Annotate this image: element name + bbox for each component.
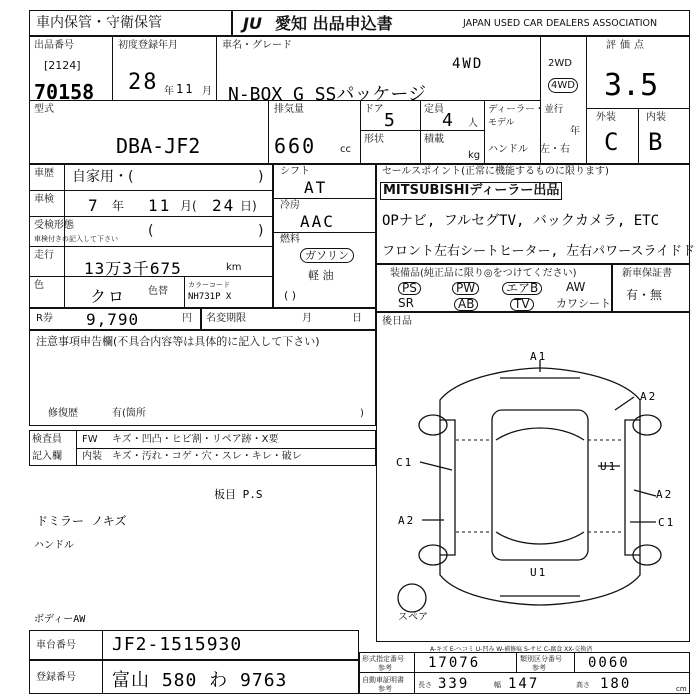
color-label: 色 [34, 280, 44, 291]
notes-label: 注意事項申告欄(不具合内容等は具体的に記入して下さい) [36, 335, 320, 348]
receipt-open: ( [148, 223, 154, 239]
rating-int-label: 内装 [646, 112, 666, 123]
name-change-label: 名変期限 [206, 313, 246, 324]
color-code-label: カラーコード [188, 281, 230, 289]
color-tone-label: 色替 [148, 286, 168, 297]
displacement-value: 660 [274, 134, 317, 158]
rating-ext: C [604, 128, 621, 156]
mark-a1-top: A1 [530, 350, 548, 363]
mileage-unit: km [226, 262, 242, 273]
mark-c1-left: C1 [396, 456, 414, 469]
chassis-value: JF2-1515930 [112, 634, 243, 655]
color-value: クロ [90, 287, 127, 306]
fuel-alt: 軽 油 [308, 269, 334, 282]
receipt-note: 車検付きの記入して下さい [34, 235, 118, 243]
cert-size-label: 自動車証明書 [362, 676, 404, 684]
warranty-value: 有・無 [626, 288, 663, 302]
handwritten-note-1: 板目 P.S [214, 488, 263, 501]
equip-pw: PW [452, 282, 479, 295]
mark-a2-left: A2 [398, 514, 416, 527]
storage-note: 車内保管・守衛保管 [36, 15, 162, 31]
lot-label: 出品番号 [34, 40, 74, 51]
car-name-label: 車名・グレード [222, 40, 292, 51]
equip-seat: カワシート [556, 297, 611, 310]
rating-ext-label: 外装 [596, 112, 616, 123]
equip-airbag: エアB [502, 282, 542, 295]
dealer-badge: MITSUBISHIディーラー出品 [380, 182, 562, 200]
rating-label: 評価点 [606, 40, 648, 51]
capacity-unit: 人 [468, 118, 478, 129]
inspector-row2: キズ・汚れ・コゲ・穴・スレ・キレ・破レ [112, 451, 302, 462]
cert-h-label: 高さ [576, 681, 590, 689]
mark-u1-right: U1 [600, 460, 618, 473]
handwritten-note-2: ドミラー ノキズ [36, 514, 127, 528]
inspection-label: 車検 [34, 194, 54, 205]
storage-note-box [29, 10, 232, 36]
fuel-paren: ( ) [284, 289, 297, 302]
fuel-value: ガソリン [300, 248, 354, 263]
first-reg-label: 初度登録年月 [118, 40, 178, 51]
cert-len-label: 長さ [418, 681, 432, 689]
inspection-day: 24 [212, 196, 236, 215]
cert-form-sub: 参考 [378, 664, 392, 672]
recycle-unit: 円 [182, 313, 192, 324]
displacement-label: 排気量 [274, 104, 304, 115]
rating-int: B [648, 128, 665, 156]
chassis-label: 車台番号 [36, 640, 76, 651]
mileage-value: 13万3千675 [84, 259, 182, 278]
inspector-label2: 記入欄 [32, 451, 62, 462]
handwritten-note-3: ハンドル [34, 540, 74, 551]
shift-value: AT [304, 178, 328, 197]
mark-a2-right-mid: A2 [656, 488, 674, 501]
equipment-label: 装備品(純正品に限り◎をつけてください) [390, 268, 577, 279]
sales-point-label: セールスポイント(正常に機能するものに限ります) [382, 166, 609, 177]
cert-len-value: 339 [438, 676, 470, 692]
first-reg-year: 28 [128, 70, 159, 95]
model-year-unit: 年 [570, 126, 580, 137]
history-value: 自家用・( [72, 169, 134, 185]
cert-unit: cm [676, 685, 687, 693]
equip-sr: SR [398, 296, 414, 310]
equip-tv: TV [510, 298, 534, 311]
load-unit: kg [468, 150, 481, 161]
inspector-row1-head: FW [82, 434, 98, 445]
cert-w-label: 幅 [494, 681, 501, 689]
cert-form-value: 17076 [428, 655, 481, 671]
cert-class-sub: 参考 [532, 664, 546, 672]
recycle-value: 9,790 [86, 310, 140, 329]
inspection-year: 7 [88, 196, 100, 215]
rear-seat-label: 後日品 [382, 316, 412, 327]
repair-close: ) [360, 408, 364, 419]
cert-class-value: 0060 [588, 655, 630, 671]
ac-value: AAC [300, 212, 335, 231]
model-label: 型式 [34, 104, 54, 115]
cert-class-label: 類別区分番号 [520, 655, 562, 663]
equip-ps: PS [398, 282, 421, 295]
car-name-value: N-BOX G SSパッケージ [228, 84, 427, 105]
mark-u1-bottom: U1 [530, 566, 548, 579]
model-year-label: モデル [488, 118, 515, 128]
rating-score: 3.5 [604, 68, 659, 103]
drive-opt-2wd: 2WD [548, 58, 572, 69]
warranty-label: 新車保証書 [622, 268, 672, 279]
org-name: JAPAN USED CAR DEALERS ASSOCIATION [463, 18, 658, 29]
displacement-unit: cc [340, 144, 351, 155]
inspection-year-unit: 年 [112, 199, 125, 213]
ju-logo: JU [243, 14, 262, 33]
car-name-drive: 4WD [452, 56, 484, 72]
repair-label: 修復歴 [48, 408, 78, 419]
dealer-label: ディーラー・並行 [488, 104, 564, 115]
equip-aw: AW [566, 280, 586, 294]
mileage-label: 走行 [34, 250, 54, 261]
form-title: 愛知 出品申込書 [275, 14, 393, 33]
spare-label: スペア [398, 612, 428, 623]
receipt-label: 受検形態 [34, 220, 74, 231]
plate-label: 登録番号 [36, 672, 76, 683]
header-title-box [232, 10, 690, 36]
capacity-value: 4 [442, 110, 455, 131]
shape-label: 形状 [364, 134, 384, 145]
handle-opts: 左・右 [540, 144, 570, 155]
first-reg-month: 11 [176, 82, 195, 96]
inspection-month-unit: 月( [180, 199, 197, 213]
fuel-label: 燃料 [280, 234, 300, 245]
lot-number: 70158 [34, 80, 95, 104]
drive-opt-4wd: 4WD [548, 78, 578, 93]
handle-label: ハンドル [488, 144, 528, 155]
shift-label: シフト [280, 166, 310, 177]
history-label: 車歴 [34, 168, 54, 179]
ac-label: 冷房 [280, 200, 300, 211]
cert-form-label: 形式指定番号 [362, 655, 404, 663]
cert-size-sub: 参考 [378, 685, 392, 693]
first-reg-month-unit: 月 [202, 86, 212, 97]
sales-point-line1: OPナビ, フルセグTV, バックカメラ, ETC [382, 213, 660, 229]
mark-c1-right: C1 [658, 516, 676, 529]
history-close: ) [258, 169, 264, 185]
cert-w-value: 147 [508, 676, 540, 692]
doors-value: 5 [384, 110, 397, 131]
damage-legend: A-キズ E-ヘコミ U-凹み W-補修痕 S-サビ C-腐食 XX-交換済 [430, 646, 593, 653]
sales-point-line2: フロント左右シートヒーター, 左右パワースライドド [382, 244, 696, 259]
inspector-row1: キズ・凹凸・ヒビ割・リペア跡・X要 [112, 434, 279, 445]
doors-label: ドア [364, 104, 384, 115]
lot-bracket: [2124] [44, 59, 81, 72]
first-reg-year-unit: 年 [164, 86, 174, 97]
handwritten-note-4: ボディーAW [34, 614, 86, 625]
plate-value: 富山 580 わ 9763 [112, 670, 288, 691]
load-label: 積載 [424, 134, 444, 145]
model-value: DBA-JF2 [116, 134, 201, 158]
capacity-label: 定員 [424, 104, 444, 115]
name-change-month: 月 [302, 313, 312, 324]
receipt-close: ) [258, 223, 264, 239]
mark-a2-right-top: A2 [640, 390, 658, 403]
inspector-row2-head: 内装 [82, 451, 102, 462]
cert-h-value: 180 [600, 676, 632, 692]
equip-ab: AB [454, 298, 478, 311]
color-code: NH731P X [188, 292, 232, 302]
repair-value: 有(箇所 [112, 408, 146, 419]
name-change-day: 日 [352, 313, 362, 324]
inspection-month: 11 [148, 196, 172, 215]
recycle-label: R券 [36, 313, 53, 324]
inspector-label1: 検査員 [32, 434, 62, 445]
inspection-day-unit: 日) [240, 199, 257, 213]
